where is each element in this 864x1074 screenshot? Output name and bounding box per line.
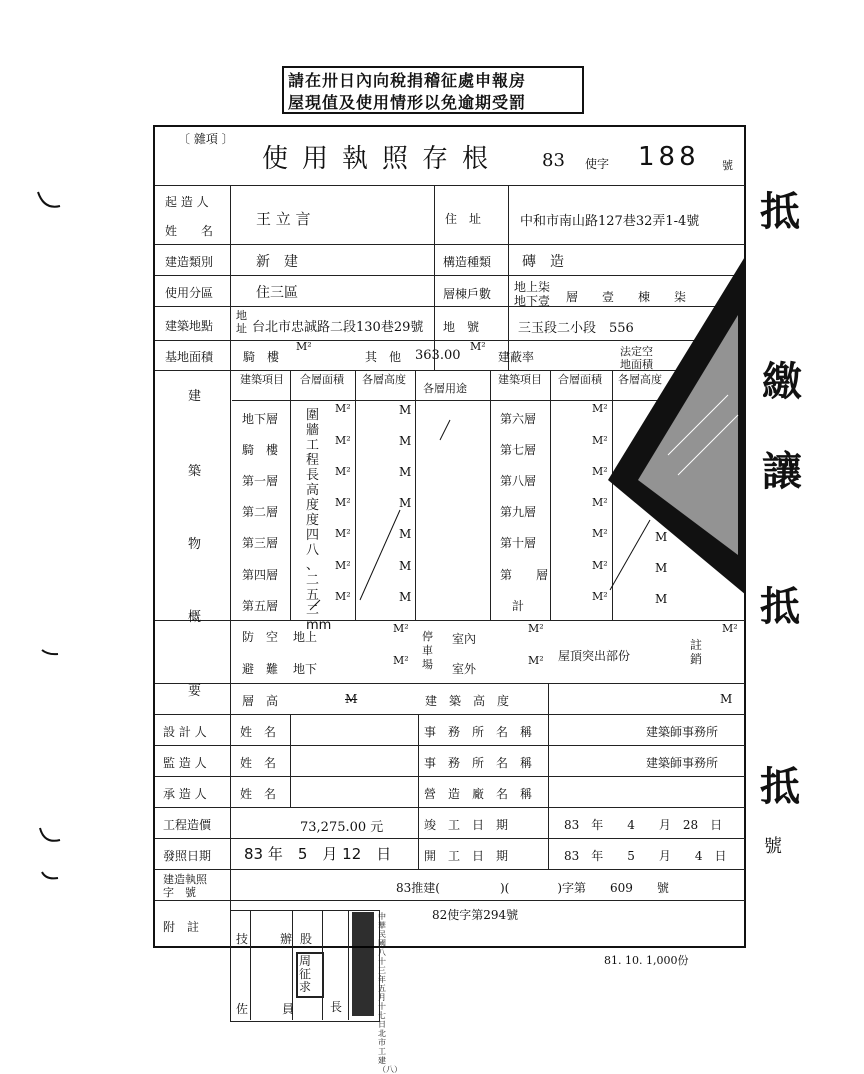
unit-m2: M² [335,402,351,415]
hw-char: 二 [306,573,320,588]
floor-7: 第七層 [500,443,537,457]
supervisor-office-suffix: 建築師事務所 [646,756,719,770]
unit-m2: M² [722,622,738,635]
header-area-2: 合層面積 [558,373,602,386]
side-label-1: 建 [188,389,202,404]
unit-m: M [399,434,412,448]
approval-col-1: 技 [236,932,249,946]
floor-height-label: 層 高 [242,694,279,708]
punch-mark [38,192,60,207]
hw-char: 高 [306,483,320,498]
permit-no-label-1: 建造執照 [163,873,207,886]
stroke [360,510,400,600]
owner-label-2: 姓 名 [165,224,214,238]
location-address: 台北市忠誠路二段130巷29號 [252,320,424,335]
floor-b1: 地下層 [242,412,279,426]
floor-9: 第九層 [500,505,537,519]
rule [155,244,745,245]
unit-m: M [399,590,412,604]
unit-m2: M² [592,590,608,603]
hw-char: 八 [306,543,320,558]
build-type-value: 新 建 [256,254,298,270]
shelter-above: 地上 [293,630,318,644]
rule [418,714,419,869]
hw-char: mm [306,618,332,633]
approval-row2-2: 員 [282,1002,295,1016]
floors-below: 地下壹 [514,294,551,308]
parking-indoor: 室內 [452,632,477,646]
floor-height-unit: M [345,692,358,706]
floor-1: 第一層 [242,474,279,488]
punch-mark [42,650,58,654]
build-type-label: 建造類別 [165,255,214,269]
header-height-2: 各層高度 [618,373,662,386]
site-area-label: 基地面積 [165,350,214,364]
approval-row2-1: 佐 [236,1002,249,1016]
contractor-label: 承 造 人 [163,787,207,801]
supervisor-name-label: 姓 名 [240,756,277,770]
unit-m2: M² [592,402,608,415]
floor-10: 第十層 [500,536,537,550]
permit-number: 188 [638,142,700,172]
rule [155,776,745,777]
side-label-2: 築 [188,464,202,479]
unit-m: M [655,561,668,575]
rule [548,683,549,869]
approval-col-3: 股 [300,932,313,946]
floor-2: 第二層 [242,505,279,519]
lot-label: 地 號 [443,320,480,334]
rule [155,900,745,901]
floors-label: 層棟戶數 [443,287,492,301]
hw-char: 四 [306,528,320,543]
floor-other: 第 層 [500,568,549,582]
unit-m2: M² [528,654,544,667]
hw-char: 度 [306,498,320,513]
margin-mark: 號 [764,836,782,857]
supervisor-office-label: 事 務 所 名 稱 [424,756,533,770]
contractor-firm-label: 營 造 廠 名 稱 [424,787,533,801]
floor-arcade: 騎 樓 [242,443,279,457]
designer-office-suffix: 建築師事務所 [646,725,719,739]
punch-marks [28,180,68,900]
approver-seal: 周征求 [296,952,324,998]
permit-year: 83 [542,150,565,171]
official-stamp [352,912,374,1016]
owner-name: 王 立 言 [256,210,311,228]
building-height-unit: M [720,692,733,706]
location-addr-label: 地址 [236,309,247,335]
floor-5: 第五層 [242,599,279,613]
zone-label: 使用分區 [165,286,214,300]
rule [155,683,745,684]
unit-m: M [399,465,412,479]
side-label-5: 要 [188,684,202,699]
owner-label-1: 起 造 人 [165,195,209,209]
unit-m2: M² [335,527,351,540]
parking-label: 停車場 [422,630,433,671]
unit-m2: M² [592,465,608,478]
cost-value: 73,275.00 元 [300,820,384,835]
rule [434,185,435,370]
margin-mark: 抵 [760,763,800,810]
designer-label: 設 計 人 [163,725,207,739]
rule [230,185,231,945]
header-item: 建築項目 [240,373,284,386]
notice-box [282,66,584,114]
parking-outdoor: 室外 [452,662,477,676]
hw-char: 二 [306,603,320,618]
hw-char: 圍 [306,408,320,423]
unit-m2: M² [335,434,351,447]
hao-label: 號 [722,159,733,172]
unit-m2: M² [592,559,608,572]
unit-m2: M² [592,496,608,509]
unit-m: M [399,527,412,541]
side-label-3: 物 [188,537,202,552]
unit-m: M [399,403,412,417]
unit-m2: M² [335,590,351,603]
shelter-label-1: 防 空 [242,630,279,644]
stroke [310,600,320,610]
punch-mark [40,828,60,841]
margin-mark: 繳 [762,358,802,405]
unit-m2: M² [335,465,351,478]
approval-col-2: 辦 [280,932,293,946]
other-unit: M² [470,340,486,353]
rule [508,185,509,370]
footer-print-run: 81. 10. 1,000份 [604,954,689,967]
floor-total: 計 [512,599,525,613]
structure-value: 磚 造 [522,254,564,270]
start-date: 83 年 5 月 4 日 [564,849,727,863]
start-date-label: 開 工 日 期 [424,849,509,863]
remarks-label: 附 註 [163,920,200,934]
margin-mark: 抵 [760,188,800,235]
header-item-2: 建築項目 [498,373,542,386]
other-area: 363.00 [415,348,461,363]
cost-label: 工程造價 [163,818,212,832]
completion-date: 83 年 4 月 28 日 [564,818,723,832]
unit-m: M [399,559,412,573]
rule [250,910,251,1020]
floor-3: 第三層 [242,536,279,550]
floor-8: 第八層 [500,474,537,488]
lot-value: 三玉段二小段 556 [518,321,634,336]
shelter-label-2: 避 難 [242,662,279,676]
rule [348,910,349,1020]
permit-word: 使字 [585,157,610,171]
arcade-unit: M² [296,340,312,353]
rule [155,745,745,746]
supervisor-label: 監 造 人 [163,756,207,770]
contractor-name-label: 姓 名 [240,787,277,801]
floors-above: 地上柒 [514,280,551,294]
unit-m: M [655,592,668,606]
header-area: 合層面積 [300,373,344,386]
unit-m: M [655,530,668,544]
rule [155,714,745,715]
punch-mark [42,872,58,878]
owner-address: 中和市南山路127巷32弄1-4號 [520,214,700,229]
rule [155,869,745,870]
issue-date-label: 發照日期 [163,849,212,863]
unit-m2: M² [592,527,608,540]
zone-value: 住三區 [256,285,298,301]
designer-office-label: 事 務 所 名 稱 [424,725,533,739]
open-space-label-1: 法定空 [620,345,653,358]
header-use: 各層用途 [423,382,467,395]
margin-mark: 抵 [760,583,800,630]
unit-m2: M² [393,654,409,667]
header-height: 各層高度 [362,373,406,386]
unit-m2: M² [592,434,608,447]
unit-m2: M² [393,622,409,635]
completion-label: 竣 工 日 期 [424,818,509,832]
rule [155,807,745,808]
hw-char: 牆 [306,423,320,438]
unit-m: M [399,496,412,510]
shelter-below: 地下 [293,662,318,676]
unit-m2: M² [528,622,544,635]
floor-4: 第四層 [242,568,279,582]
hw-char: 、 [306,558,320,573]
hw-char: 五 [306,588,320,603]
notice-line-1: 請在卅日內向稅捐稽征處申報房 [288,71,527,90]
open-space-label-2: 地面積 [620,358,653,371]
coverage-label: 建蔽率 [498,350,535,364]
issue-date: 83 年 5 月 12 日 [244,845,392,863]
margin-mark: 讓 [762,448,802,495]
rule [155,185,745,186]
roof-projection-label: 屋頂突出部份 [558,649,631,663]
notice-line-2: 屋現值及使用情形以免逾期受罰 [288,93,527,112]
location-label: 建築地點 [165,319,214,333]
side-label-4: 概 [188,610,202,625]
arcade-label: 騎 樓 [243,350,280,364]
address-label: 住 址 [445,212,482,226]
rule [155,838,745,839]
category-label: 〔 雜項 〕 [178,132,234,146]
approval-col-4: 長 [330,1000,343,1014]
building-height-label: 建 築 高 度 [425,694,510,708]
stamp-side-note: 中華民國八十三年五月十七日北市工建（八） [378,912,402,1074]
other-label: 其 他 [365,350,402,364]
form-title: 使用執照存根 [262,144,503,174]
floor-6: 第六層 [500,412,537,426]
hw-char: 度 [306,513,320,528]
remarks-value: 82使字第294號 [432,908,519,922]
permit-no-label-2: 字 號 [163,886,196,899]
cancel-note: 註銷 [690,638,703,666]
unit-m2: M² [335,559,351,572]
hw-char: 程 [306,453,320,468]
rule [290,714,291,807]
overlapping-stamp [608,255,748,600]
stroke [440,420,450,440]
designer-name-label: 姓 名 [240,725,277,739]
hw-char: 長 [306,468,320,483]
unit-m2: M² [335,496,351,509]
floors-detail: 層 壹 棟 柒 [566,290,687,304]
hw-char: 工 [306,438,320,453]
permit-no-value: 83推建( )( )字第 609 號 [396,881,669,895]
structure-label: 構造種類 [443,255,492,269]
